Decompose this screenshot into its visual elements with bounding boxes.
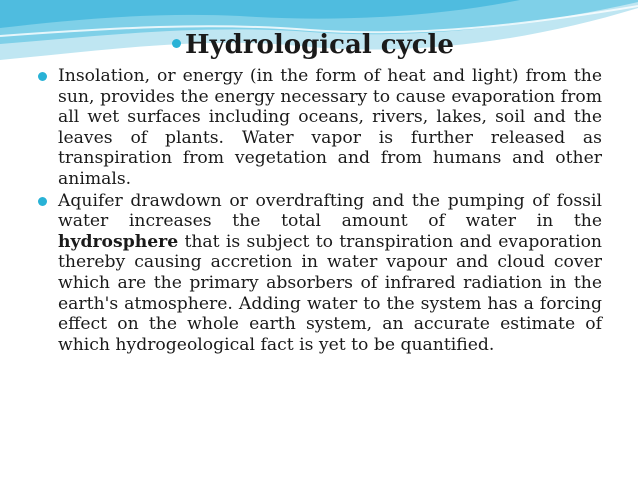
slide-body (38, 66, 602, 355)
bullet-text: Insolation, or energy (in the form of heat and light) from the sun, provides the energy necessary to cause evaporation from all wet surfaces including oceans, rivers, lakes, soil and the leaves of plants. Water vapor is further released as transpiration from vegetation and from humans and other animals. (58, 66, 602, 189)
title-bullet-icon (172, 39, 181, 48)
bullet-keyword-hydrosphere: hydrosphere (58, 231, 179, 252)
bullet-icon (38, 197, 47, 206)
slide-title (172, 30, 492, 60)
bullet-text-end: that is subject to transpiration and evaporation thereby causing accretion in water vapour and cloud cover which are the primary absorbers of infrared radiation in the earth's atmosphere. Adding water to the system has a forcing effect on the whole earth system, an accurate estimate of which hydrogeological fact is yet to be quantified. (58, 231, 602, 355)
bullet-text-start: Aquifer drawdown or overdrafting and the pumping of fossil water increases the total amount of water in the (58, 190, 602, 232)
slide-title-text: Hydrological cycle (185, 30, 454, 60)
bullet-item-aquifer (38, 191, 602, 356)
bullet-icon (38, 72, 47, 81)
bullet-item-insolation (38, 66, 602, 190)
